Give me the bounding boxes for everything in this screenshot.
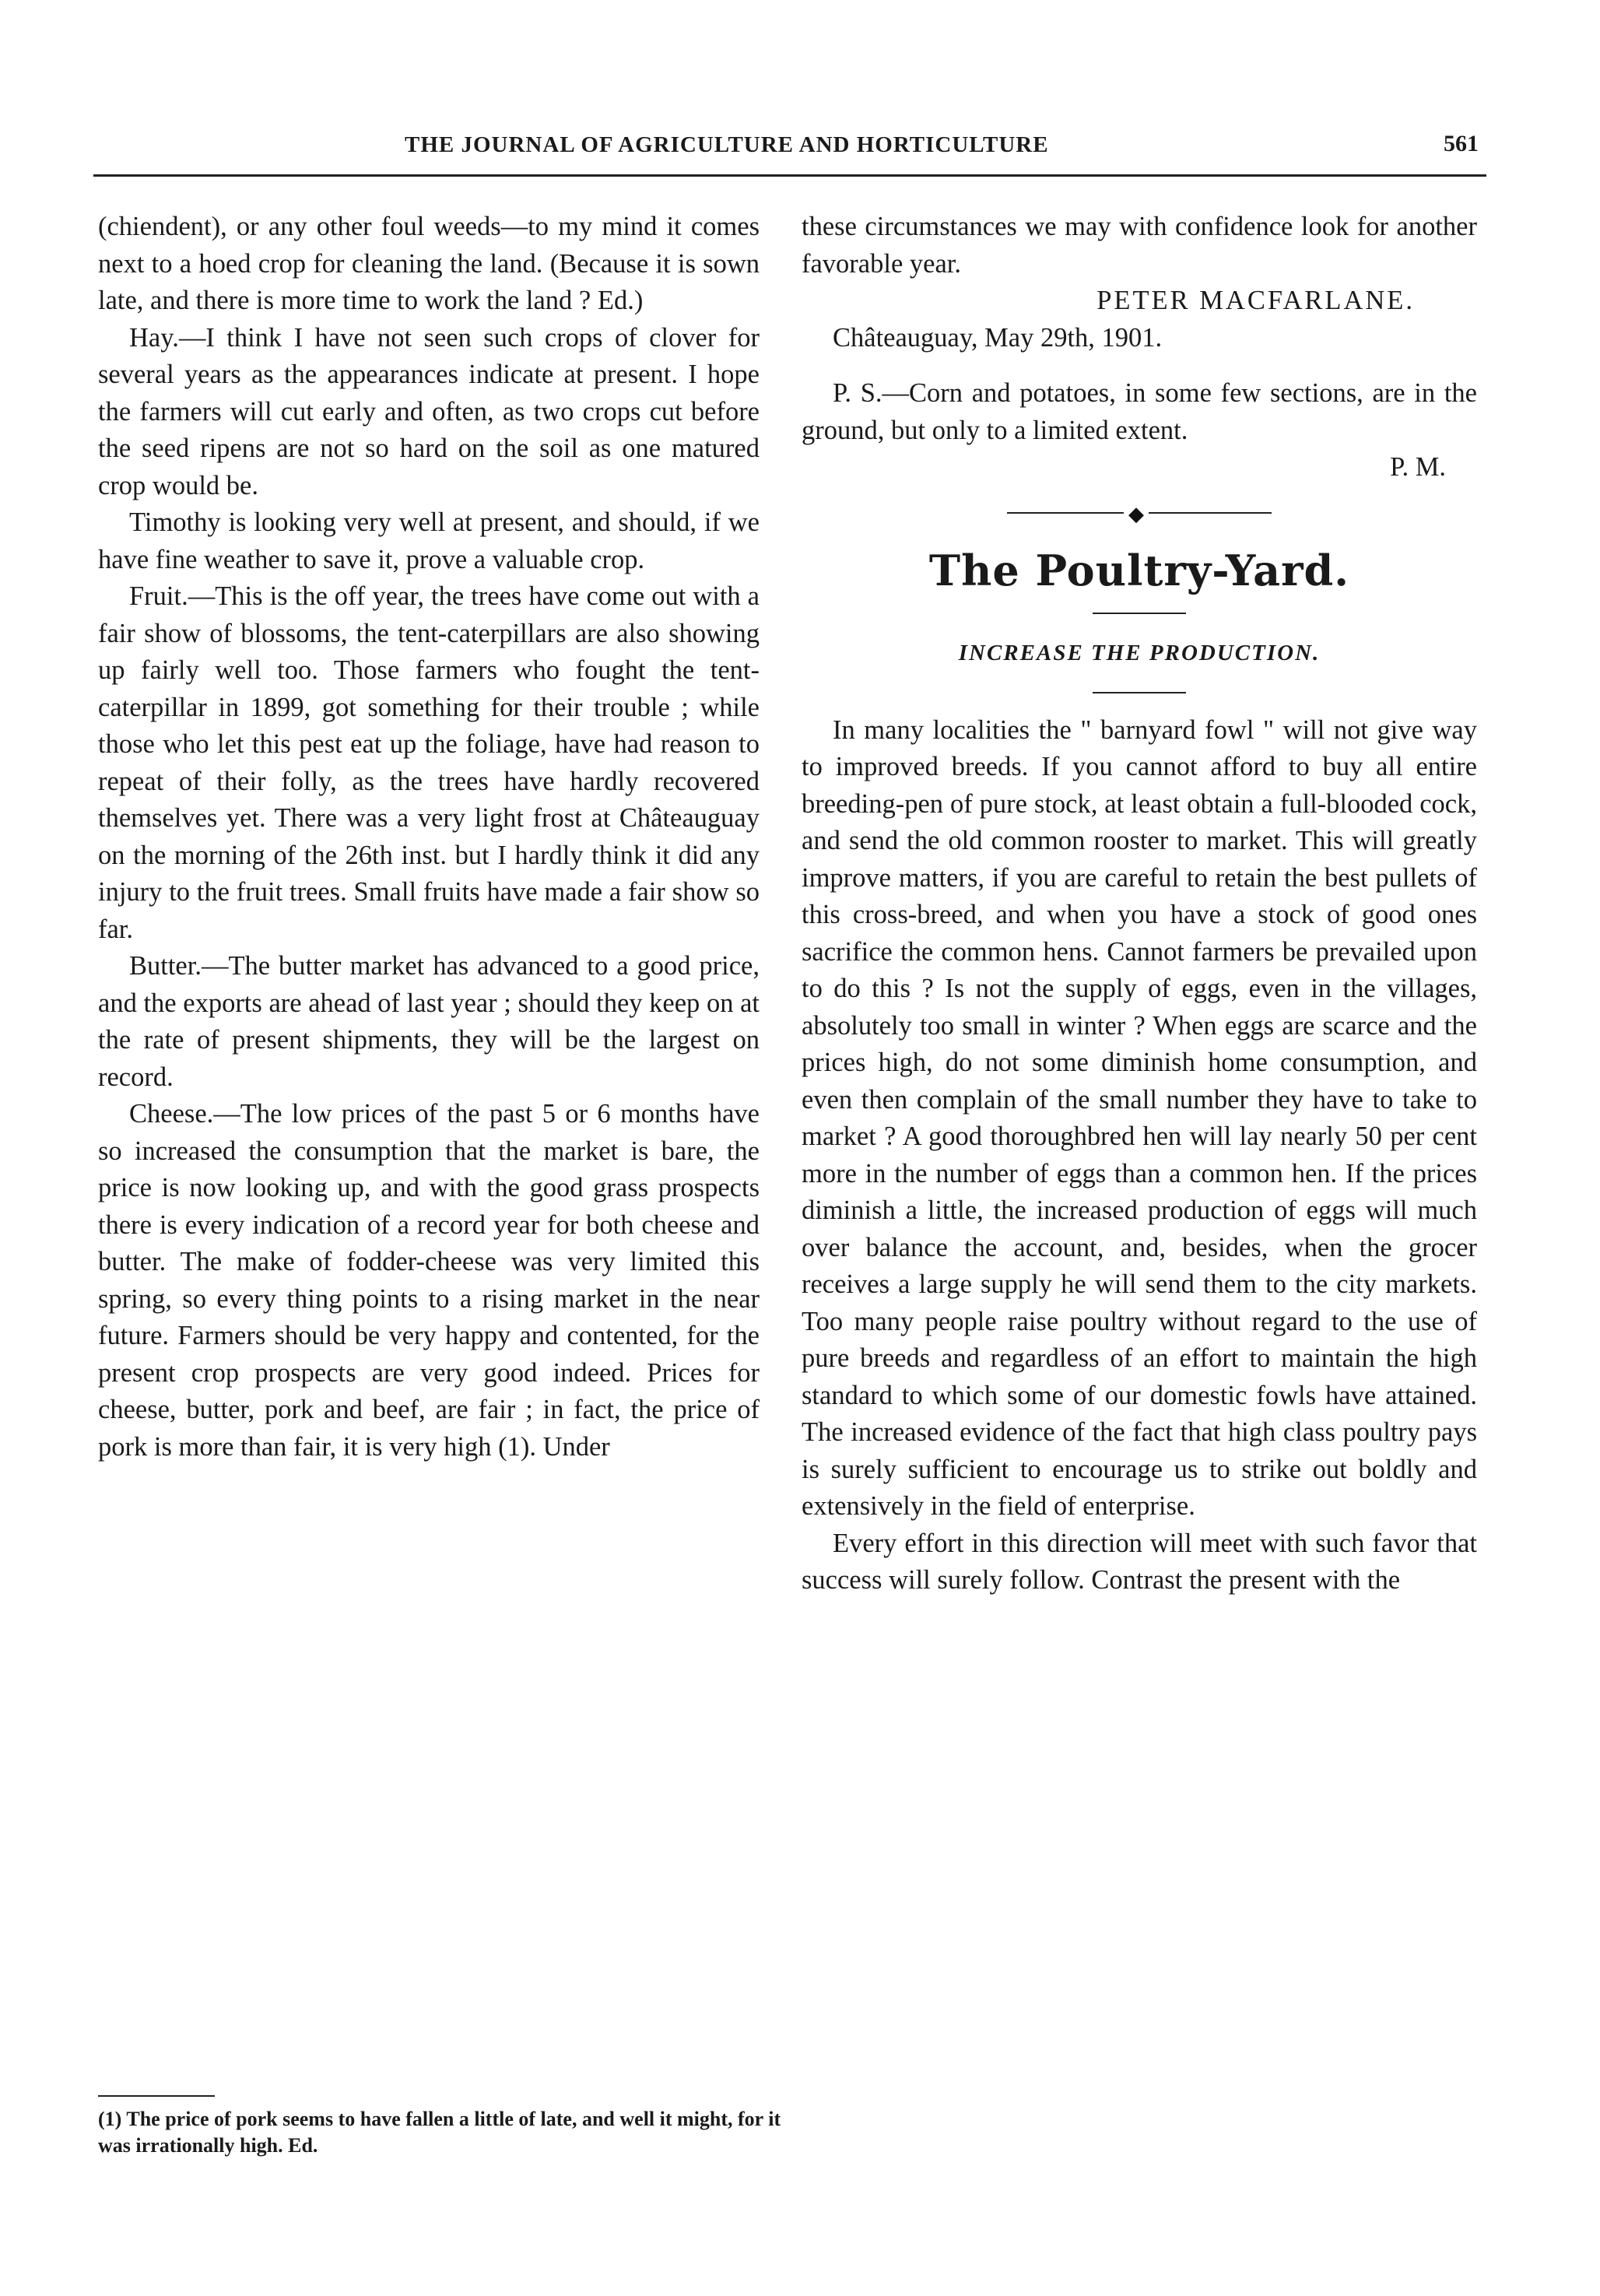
dateline: Châteauguay, May 29th, 1901. (833, 322, 1163, 353)
right-column (802, 209, 1477, 1599)
paragraph-chiendent: (chiendent), or any other foul weeds—to my mind it comes next to a hoed crop for cleaning the land. (Because it is sown late, and there is more time to work the land ? Ed.) (98, 212, 760, 315)
page-number: 561 (1444, 131, 1479, 156)
paragraph-cheese: Cheese.—The low prices of the past 5 or 6 months have so increased the consumption that the market is bare, the price is now looking up, and with the good grass prospects there is every indication of a record year for both cheese and butter. The make of fodder-cheese was very limited this spring, so every thing points to a rising market in the near future. Farmers should be very happy and contented, for the present crop prospects are very good indeed. Prices for cheese, butter, pork and beef, are fair ; in fact, the price of pork is more than fair, it is very high (1). Under (98, 1099, 760, 1462)
author-initials: P. M. (1390, 452, 1446, 482)
paragraph-fruit: Fruit.—This is the off year, the trees have come out with a fair show of blossoms, the tent-caterpillars are also showing up fairly well too. Those farmers who fought the tent-caterpillar in 1899, got something for their trouble ; while those who let this pest eat up the foliage, have had reason to repeat of their folly, as the trees have hardly recovered themselves yet. There was a very light frost at Châteauguay on the morning of the 26th inst. but I hardly think it did any injury to the fruit trees. Small fruits have made a fair show so far. (98, 581, 760, 944)
article-title: INCREASE THE PRODUCTION. (958, 640, 1321, 665)
short-rule (1093, 692, 1186, 693)
section-title: The Poultry-Yard. (928, 545, 1350, 595)
paragraph-timothy: Timothy is looking very well at present, and should, if we have fine weather to save it, prove a valuable crop. (98, 507, 760, 574)
author-signature: PETER MACFARLANE. (1096, 286, 1415, 315)
paragraph-hay: Hay.—I think I have not seen such crops of clover for several years as the appearances indicate at present. I hope the farmers will cut early and often, as two crops cut before the seed ripens are not so hard on the soil as one matured crop would be. (98, 322, 760, 500)
paragraph-circumstances: these circumstances we may with confidence look for another favorable year. (802, 212, 1477, 279)
footnote-divider (98, 2095, 215, 2097)
short-rule (1093, 613, 1186, 614)
paragraph-barnyard-fowl: In many localities the " barnyard fowl " will not give way to improved breeds. If you cannot afford to buy all entire breeding-pen of pure stock, at least obtain a full-blooded cock, and send the old common rooster to market. This will greatly improve matters, if you are careful to retain the best pullets of this cross-breed, and when you have a stock of good ones sacrifice the common hens. Cannot farmers be prevailed upon to do this ? Is not the supply of eggs, even in the villages, absolutely too small in winter ? When eggs are scarce and the prices high, do not some diminish home consumption, and even then complain of the small number they have to take to market ? A good thoroughbred hen will lay nearly 50 per cent more in the number of eggs than a common hen. If the prices diminish a little, the increased production of eggs will much over balance the account, and, besides, when the grocer receives a large supply he will send them to the city markets. Too many people raise poultry without regard to the use of pure breeds and regardless of an effort to maintain the high standard to which some of our domestic fowls have attained. The increased evidence of the fact that high class poultry pays is surely sufficient to encourage us to strike out boldly and extensively in the field of enterprise. (802, 714, 1477, 1521)
footnote: (1) The price of pork seems to have fallen a little of late, and well it might, for it was irrationally high. Ed. (98, 2108, 781, 2157)
ornamental-divider (1007, 502, 1272, 524)
paragraph-butter: Butter.—The butter market has advanced to a good price, and the exports are ahead of last year ; should they keep on at the rate of present shipments, they will be the largest on record. (98, 951, 760, 1092)
paragraph-every-effort: Every effort in this direction will meet with such favor that success will surely follow. Contrast the present with the (802, 1528, 1477, 1595)
journal-title: THE JOURNAL OF AGRICULTURE AND HORTICULTURE (405, 132, 1049, 157)
left-column (98, 209, 760, 1466)
running-header (93, 131, 1486, 177)
postscript: P. S.—Corn and potatoes, in some few sections, are in the ground, but only to a limited extent. (802, 378, 1477, 445)
